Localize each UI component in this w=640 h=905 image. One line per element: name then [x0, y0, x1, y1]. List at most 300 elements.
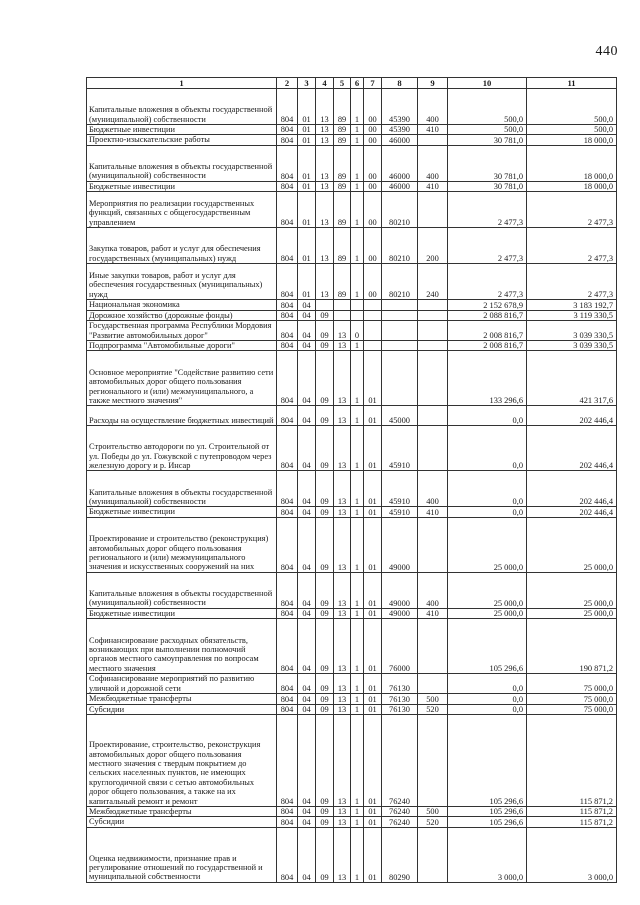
amount-cell: 25 000,0 [527, 517, 617, 572]
amount-cell: 202 446,4 [527, 406, 617, 426]
code-cell: 89 [334, 192, 351, 228]
row-name-cell: Иные закупки товаров, работ и услуг для обеспечения государственных (муниципальных) нужд [87, 264, 277, 300]
table-row [87, 300, 617, 310]
table-row [87, 715, 617, 807]
row-name-cell: Межбюджетные трансферты [87, 694, 277, 704]
amount-cell: 25 000,0 [448, 608, 527, 618]
code-cell: 45390 [382, 89, 418, 125]
code-cell: 804 [277, 507, 298, 517]
amount-cell: 105 296,6 [448, 619, 527, 674]
row-name-cell: Государственная программа Республики Мордовия "Развитие автомобильных дорог" [87, 321, 277, 341]
code-cell [364, 310, 382, 320]
code-cell: 804 [277, 89, 298, 125]
amount-cell: 2 477,3 [448, 228, 527, 264]
code-cell: 804 [277, 181, 298, 191]
code-cell: 13 [334, 694, 351, 704]
code-cell: 804 [277, 704, 298, 714]
amount-cell: 105 296,6 [448, 715, 527, 807]
code-cell: 13 [316, 89, 334, 125]
code-cell [418, 426, 448, 471]
code-cell: 45390 [382, 125, 418, 135]
code-cell: 400 [418, 145, 448, 181]
code-cell: 76130 [382, 694, 418, 704]
amount-cell: 30 781,0 [448, 135, 527, 145]
code-cell: 04 [298, 817, 316, 827]
code-cell: 09 [316, 341, 334, 351]
code-cell: 09 [316, 674, 334, 694]
code-cell: 804 [277, 300, 298, 310]
table-row [87, 228, 617, 264]
code-cell: 09 [316, 608, 334, 618]
code-cell: 804 [277, 572, 298, 608]
code-cell: 00 [364, 145, 382, 181]
code-cell [382, 341, 418, 351]
code-cell: 500 [418, 694, 448, 704]
code-cell [418, 406, 448, 426]
code-cell: 09 [316, 471, 334, 507]
code-cell: 49000 [382, 517, 418, 572]
code-cell: 46000 [382, 181, 418, 191]
code-cell: 804 [277, 471, 298, 507]
code-cell: 76240 [382, 817, 418, 827]
amount-cell: 75 000,0 [527, 674, 617, 694]
amount-cell: 3 000,0 [527, 827, 617, 882]
code-cell: 01 [364, 351, 382, 406]
code-cell: 804 [277, 192, 298, 228]
code-cell: 04 [298, 694, 316, 704]
code-cell [418, 619, 448, 674]
code-cell: 09 [316, 817, 334, 827]
code-cell: 804 [277, 674, 298, 694]
code-cell: 804 [277, 228, 298, 264]
row-name-cell: Капитальные вложения в объекты государственной (муниципальной) собственности [87, 89, 277, 125]
code-cell: 89 [334, 125, 351, 135]
column-header: 8 [382, 78, 418, 89]
code-cell: 00 [364, 89, 382, 125]
code-cell: 01 [298, 135, 316, 145]
code-cell: 09 [316, 694, 334, 704]
code-cell: 09 [316, 351, 334, 406]
code-cell: 0 [351, 321, 364, 341]
row-name-cell: Субсидии [87, 817, 277, 827]
amount-cell: 0,0 [448, 471, 527, 507]
amount-cell: 115 871,2 [527, 807, 617, 817]
row-name-cell: Бюджетные инвестиции [87, 125, 277, 135]
code-cell: 13 [334, 572, 351, 608]
table-row [87, 517, 617, 572]
code-cell: 400 [418, 572, 448, 608]
amount-cell: 500,0 [448, 89, 527, 125]
code-cell: 04 [298, 572, 316, 608]
code-cell: 1 [351, 145, 364, 181]
row-name-cell: Бюджетные инвестиции [87, 181, 277, 191]
table-row [87, 426, 617, 471]
table-row [87, 827, 617, 882]
code-cell: 01 [364, 608, 382, 618]
amount-cell: 500,0 [527, 89, 617, 125]
code-cell: 49000 [382, 572, 418, 608]
code-cell: 1 [351, 89, 364, 125]
amount-cell: 500,0 [448, 125, 527, 135]
code-cell [418, 517, 448, 572]
code-cell: 09 [316, 406, 334, 426]
amount-cell: 2 477,3 [527, 192, 617, 228]
code-cell: 804 [277, 310, 298, 320]
code-cell: 410 [418, 125, 448, 135]
code-cell: 04 [298, 300, 316, 310]
code-cell: 01 [364, 827, 382, 882]
code-cell [382, 300, 418, 310]
amount-cell: 30 781,0 [448, 181, 527, 191]
code-cell: 804 [277, 264, 298, 300]
code-cell: 1 [351, 507, 364, 517]
code-cell: 13 [316, 228, 334, 264]
code-cell: 01 [364, 517, 382, 572]
row-name-cell: Софинансирование мероприятий по развитию уличной и дорожной сети [87, 674, 277, 694]
code-cell: 01 [298, 89, 316, 125]
column-header: 4 [316, 78, 334, 89]
code-cell [364, 321, 382, 341]
code-cell: 01 [364, 704, 382, 714]
code-cell: 09 [316, 517, 334, 572]
row-name-cell: Бюджетные инвестиции [87, 507, 277, 517]
code-cell: 09 [316, 704, 334, 714]
code-cell: 09 [316, 572, 334, 608]
code-cell [351, 310, 364, 320]
table-row [87, 125, 617, 135]
code-cell: 09 [316, 619, 334, 674]
code-cell [418, 192, 448, 228]
code-cell: 13 [316, 181, 334, 191]
code-cell: 1 [351, 715, 364, 807]
row-name-cell: Дорожное хозяйство (дорожные фонды) [87, 310, 277, 320]
code-cell: 04 [298, 321, 316, 341]
code-cell: 76130 [382, 674, 418, 694]
code-cell: 13 [334, 426, 351, 471]
code-cell: 804 [277, 817, 298, 827]
code-cell: 01 [298, 192, 316, 228]
code-cell: 804 [277, 145, 298, 181]
code-cell: 00 [364, 181, 382, 191]
code-cell: 01 [364, 471, 382, 507]
amount-cell: 2 008 816,7 [448, 341, 527, 351]
code-cell: 45910 [382, 471, 418, 507]
code-cell: 89 [334, 89, 351, 125]
code-cell: 45000 [382, 406, 418, 426]
amount-cell: 2 477,3 [527, 228, 617, 264]
code-cell: 46000 [382, 145, 418, 181]
code-cell: 00 [364, 228, 382, 264]
code-cell: 04 [298, 807, 316, 817]
row-name-cell: Национальная экономика [87, 300, 277, 310]
code-cell: 1 [351, 228, 364, 264]
code-cell [418, 715, 448, 807]
code-cell: 80210 [382, 192, 418, 228]
table-row [87, 192, 617, 228]
code-cell: 13 [334, 517, 351, 572]
amount-cell: 0,0 [448, 694, 527, 704]
code-cell: 1 [351, 406, 364, 426]
amount-cell: 18 000,0 [527, 145, 617, 181]
code-cell: 04 [298, 619, 316, 674]
code-cell: 09 [316, 807, 334, 817]
code-cell: 04 [298, 715, 316, 807]
code-cell: 400 [418, 471, 448, 507]
code-cell: 80290 [382, 827, 418, 882]
table-row [87, 341, 617, 351]
code-cell: 804 [277, 125, 298, 135]
code-cell: 804 [277, 694, 298, 704]
amount-cell: 2 008 816,7 [448, 321, 527, 341]
code-cell: 04 [298, 827, 316, 882]
code-cell: 13 [316, 135, 334, 145]
amount-cell: 75 000,0 [527, 704, 617, 714]
budget-table [86, 77, 617, 883]
code-cell: 09 [316, 310, 334, 320]
code-cell: 410 [418, 507, 448, 517]
code-cell: 89 [334, 264, 351, 300]
table-row [87, 704, 617, 714]
amount-cell: 0,0 [448, 406, 527, 426]
code-cell: 04 [298, 426, 316, 471]
row-name-cell: Расходы на осуществление бюджетных инвестиций [87, 406, 277, 426]
code-cell: 410 [418, 181, 448, 191]
code-cell [316, 300, 334, 310]
code-cell: 04 [298, 310, 316, 320]
code-cell: 01 [298, 145, 316, 181]
code-cell [382, 351, 418, 406]
column-header: 3 [298, 78, 316, 89]
code-cell: 04 [298, 406, 316, 426]
code-cell [364, 341, 382, 351]
code-cell: 01 [364, 406, 382, 426]
amount-cell: 25 000,0 [527, 572, 617, 608]
column-header: 7 [364, 78, 382, 89]
code-cell: 13 [334, 704, 351, 714]
code-cell: 1 [351, 608, 364, 618]
code-cell: 01 [298, 228, 316, 264]
amount-cell: 2 088 816,7 [448, 310, 527, 320]
code-cell: 13 [316, 264, 334, 300]
code-cell: 13 [334, 827, 351, 882]
code-cell [382, 310, 418, 320]
table-row [87, 145, 617, 181]
code-cell [334, 310, 351, 320]
table-row [87, 674, 617, 694]
code-cell: 1 [351, 817, 364, 827]
code-cell: 13 [334, 341, 351, 351]
row-name-cell: Проектирование и строительство (реконструкция) автомобильных дорог общего пользования регионального и (или) межмуниципального значения и искусственных сооружений на них [87, 517, 277, 572]
code-cell: 04 [298, 341, 316, 351]
amount-cell: 0,0 [448, 674, 527, 694]
amount-cell: 202 446,4 [527, 471, 617, 507]
header-row [87, 78, 617, 89]
code-cell: 01 [364, 426, 382, 471]
amount-cell: 421 317,6 [527, 351, 617, 406]
code-cell: 1 [351, 341, 364, 351]
code-cell: 76130 [382, 704, 418, 714]
code-cell: 13 [316, 145, 334, 181]
code-cell [418, 321, 448, 341]
code-cell: 804 [277, 341, 298, 351]
amount-cell: 202 446,4 [527, 426, 617, 471]
code-cell: 1 [351, 827, 364, 882]
code-cell: 01 [364, 694, 382, 704]
code-cell: 804 [277, 321, 298, 341]
code-cell: 13 [334, 406, 351, 426]
code-cell: 01 [364, 572, 382, 608]
code-cell: 804 [277, 608, 298, 618]
amount-cell: 190 871,2 [527, 619, 617, 674]
code-cell: 13 [334, 817, 351, 827]
code-cell: 804 [277, 517, 298, 572]
code-cell: 01 [298, 181, 316, 191]
code-cell: 1 [351, 135, 364, 145]
amount-cell: 75 000,0 [527, 694, 617, 704]
code-cell: 89 [334, 181, 351, 191]
amount-cell: 105 296,6 [448, 817, 527, 827]
code-cell: 13 [316, 192, 334, 228]
amount-cell: 500,0 [527, 125, 617, 135]
code-cell: 04 [298, 351, 316, 406]
column-header: 2 [277, 78, 298, 89]
amount-cell: 18 000,0 [527, 135, 617, 145]
code-cell: 1 [351, 264, 364, 300]
code-cell [418, 351, 448, 406]
code-cell: 1 [351, 351, 364, 406]
table-row [87, 694, 617, 704]
code-cell: 76240 [382, 715, 418, 807]
code-cell: 01 [364, 674, 382, 694]
amount-cell: 25 000,0 [527, 608, 617, 618]
code-cell: 13 [334, 608, 351, 618]
code-cell: 04 [298, 507, 316, 517]
code-cell: 410 [418, 608, 448, 618]
code-cell: 13 [334, 507, 351, 517]
table-row [87, 619, 617, 674]
amount-cell: 0,0 [448, 507, 527, 517]
code-cell [418, 135, 448, 145]
code-cell: 1 [351, 426, 364, 471]
amount-cell: 25 000,0 [448, 517, 527, 572]
code-cell: 1 [351, 471, 364, 507]
code-cell: 13 [334, 715, 351, 807]
code-cell: 804 [277, 135, 298, 145]
code-cell: 1 [351, 694, 364, 704]
amount-cell: 2 152 678,9 [448, 300, 527, 310]
code-cell: 01 [298, 264, 316, 300]
code-cell: 89 [334, 135, 351, 145]
code-cell: 00 [364, 135, 382, 145]
table-row [87, 507, 617, 517]
code-cell: 1 [351, 125, 364, 135]
code-cell [364, 300, 382, 310]
row-name-cell: Проектно-изыскательские работы [87, 135, 277, 145]
row-name-cell: Подпрограмма "Автомобильные дороги" [87, 341, 277, 351]
row-name-cell: Бюджетные инвестиции [87, 608, 277, 618]
code-cell: 1 [351, 674, 364, 694]
code-cell: 01 [364, 807, 382, 817]
amount-cell: 3 000,0 [448, 827, 527, 882]
code-cell: 520 [418, 704, 448, 714]
code-cell: 01 [364, 817, 382, 827]
amount-cell: 115 871,2 [527, 817, 617, 827]
table-row [87, 310, 617, 320]
code-cell: 520 [418, 817, 448, 827]
code-cell: 76000 [382, 619, 418, 674]
code-cell: 1 [351, 704, 364, 714]
code-cell: 240 [418, 264, 448, 300]
code-cell: 04 [298, 471, 316, 507]
code-cell [334, 300, 351, 310]
row-name-cell: Строительство автодороги по ул. Строительной от ул. Победы до ул. Гожувской с путепроводом через железную дорогу и р. Инсар [87, 426, 277, 471]
table-row [87, 351, 617, 406]
amount-cell: 2 477,3 [448, 264, 527, 300]
code-cell [418, 300, 448, 310]
amount-cell: 115 871,2 [527, 715, 617, 807]
code-cell: 804 [277, 426, 298, 471]
code-cell: 400 [418, 89, 448, 125]
code-cell: 09 [316, 321, 334, 341]
column-header: 6 [351, 78, 364, 89]
table-row [87, 89, 617, 125]
row-name-cell: Софинансирование расходных обязательств, возникающих при выполнении полномочий органов местного самоуправления по вопросам местного значения [87, 619, 277, 674]
column-header: 11 [527, 78, 617, 89]
code-cell: 804 [277, 807, 298, 817]
amount-cell: 105 296,6 [448, 807, 527, 817]
table-body [87, 89, 617, 883]
amount-cell: 3 039 330,5 [527, 321, 617, 341]
code-cell: 45910 [382, 426, 418, 471]
code-cell: 09 [316, 507, 334, 517]
table-row [87, 572, 617, 608]
code-cell: 200 [418, 228, 448, 264]
row-name-cell: Субсидии [87, 704, 277, 714]
code-cell: 804 [277, 827, 298, 882]
row-name-cell: Проектирование, строительство, реконструкция автомобильных дорог общего пользования местного значения с твердым покрытием до сельских населенных пунктов, не имеющих круглогодичной связи с сетью автомобильных дорог общего пользования, а также на их капитальный ремонт и ремонт [87, 715, 277, 807]
column-header: 1 [87, 78, 277, 89]
code-cell: 09 [316, 715, 334, 807]
code-cell: 13 [334, 471, 351, 507]
code-cell: 1 [351, 572, 364, 608]
row-name-cell: Межбюджетные трансферты [87, 807, 277, 817]
table-row [87, 321, 617, 341]
amount-cell: 2 477,3 [448, 192, 527, 228]
table-row [87, 471, 617, 507]
row-name-cell: Основное мероприятие "Содействие развитию сети автомобильных дорог общего пользования регионального и (или) межмуниципального, а также местного значения" [87, 351, 277, 406]
row-name-cell: Капитальные вложения в объекты государственной (муниципальной) собственности [87, 572, 277, 608]
code-cell: 89 [334, 228, 351, 264]
code-cell: 804 [277, 715, 298, 807]
code-cell: 76240 [382, 807, 418, 817]
code-cell: 1 [351, 517, 364, 572]
code-cell [351, 300, 364, 310]
row-name-cell: Оценка недвижимости, признание прав и регулирование отношений по государственной и муниципальной собственности [87, 827, 277, 882]
page-number: 440 [595, 44, 618, 59]
column-header: 5 [334, 78, 351, 89]
code-cell: 45910 [382, 507, 418, 517]
code-cell: 01 [364, 507, 382, 517]
amount-cell: 18 000,0 [527, 181, 617, 191]
code-cell: 46000 [382, 135, 418, 145]
table-row [87, 135, 617, 145]
table-row [87, 807, 617, 817]
code-cell: 89 [334, 145, 351, 181]
code-cell: 13 [334, 674, 351, 694]
table-row [87, 264, 617, 300]
code-cell: 804 [277, 406, 298, 426]
table-row [87, 817, 617, 827]
